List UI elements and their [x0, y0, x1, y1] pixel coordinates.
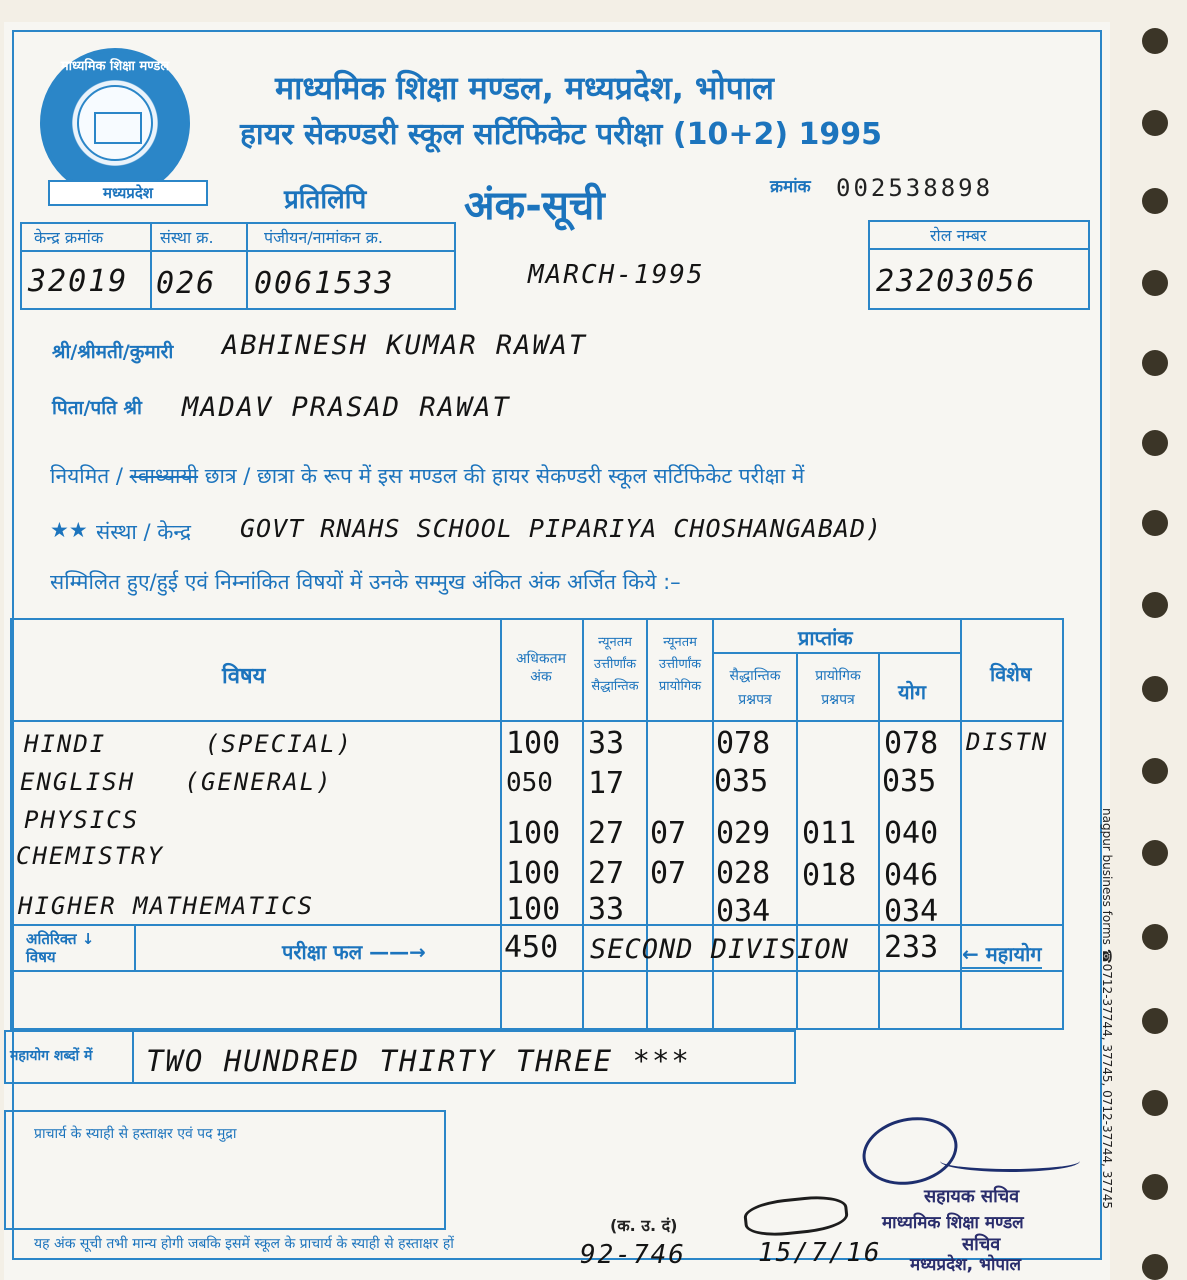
exam-session: MARCH-1995 — [528, 260, 705, 290]
candidate-name: ABHINESH KUMAR RAWAT — [222, 330, 588, 361]
hole — [1142, 1254, 1168, 1280]
min-practical-mark: 07 — [650, 816, 687, 851]
hole — [1142, 430, 1168, 456]
max-mark: 100 — [506, 892, 561, 927]
principal-label: प्राचार्य के स्याही से हस्ताक्षर एवं पद मुद्रा — [34, 1126, 237, 1142]
hole — [1142, 592, 1168, 618]
grand-total: 233 — [884, 930, 939, 965]
centre-label: केन्द्र क्रमांक — [34, 228, 104, 247]
hole — [1142, 270, 1168, 296]
total-mark: 040 — [884, 816, 939, 851]
result-max-total: 450 — [504, 930, 559, 965]
words-label: महायोग शब्दों में — [10, 1048, 93, 1064]
header-practical: प्रायोगिक प्रश्नपत्र — [815, 668, 861, 708]
header-special: विशेष — [990, 662, 1032, 686]
max-mark: 050 — [506, 768, 553, 798]
hole — [1142, 676, 1168, 702]
ids-col-line — [150, 222, 152, 310]
theory-mark: 028 — [716, 856, 771, 891]
checker-label: (क. उ. दं) — [610, 1216, 678, 1235]
father-label: पिता/पति श्री — [52, 397, 142, 419]
hole — [1142, 350, 1168, 376]
serial-number: 002538898 — [836, 174, 994, 202]
hole — [1142, 188, 1168, 214]
col-line — [878, 652, 880, 1030]
stamp-board: माध्यमिक शिक्षा मण्डल — [882, 1213, 1024, 1233]
declaration-text: छात्र / छात्रा के रूप में इस मण्डल की हायर सेकण्डरी स्कूल सर्टिफिकेट परीक्षा में — [204, 464, 805, 488]
school-label: संस्था / केन्द्र — [96, 520, 191, 544]
validity-note: यह अंक सूची तभी मान्य होगी जबकि इसमें स्कूल के प्राचार्य के स्याही से हस्ताक्षर हों — [34, 1236, 454, 1252]
table-header-line — [10, 720, 1064, 722]
hole — [1142, 1008, 1168, 1034]
binder-holes — [1142, 0, 1172, 1280]
hole — [1142, 840, 1168, 866]
hole — [1142, 510, 1168, 536]
ids-divider — [20, 250, 456, 252]
exam-name: हायर सेकण्डरी स्कूल सर्टिफिकेट परीक्षा (10+2) 1995 — [240, 117, 883, 152]
total-mark: 046 — [884, 858, 939, 893]
name-label: श्री/श्रीमती/कुमारी — [52, 341, 174, 363]
header-min-practical: न्यूनतम उत्तीर्णांक प्रायोगिक — [658, 635, 702, 694]
hole — [1142, 110, 1168, 136]
header-max: अधिकतम अंक — [515, 651, 567, 685]
header-subject: विषय — [222, 664, 266, 689]
theory-mark: 035 — [714, 764, 769, 799]
col-line — [500, 618, 502, 1030]
header-min-theory: न्यूनतम उत्तीर्णांक सैद्धान्तिक — [591, 635, 639, 694]
book-icon — [94, 112, 142, 144]
ids-col-line — [246, 222, 248, 310]
max-mark: 100 — [506, 726, 561, 761]
document-title: अंक-सूची — [464, 183, 605, 229]
practical-mark: 018 — [802, 858, 857, 893]
extra-subject-label: अतिरिक्त ↓ विषय — [26, 930, 95, 966]
stamp-location: मध्यप्रदेश, भोपाल — [910, 1255, 1021, 1275]
private-struck: स्वाध्यायी — [129, 464, 199, 488]
stamp-designation: सहायक सचिव — [924, 1186, 1020, 1207]
hole — [1142, 1090, 1168, 1116]
total-mark: 078 — [884, 726, 939, 761]
min-theory-mark: 33 — [588, 892, 625, 927]
min-practical-mark: 07 — [650, 856, 687, 891]
col-line — [134, 924, 136, 970]
roll-divider — [868, 248, 1090, 250]
stamp-secretary: सचिव — [962, 1234, 1001, 1255]
hole — [1142, 924, 1168, 950]
header-obtained: प्राप्तांक — [798, 626, 853, 650]
centre-value: 32019 — [28, 264, 129, 299]
regular-label: नियमित / — [50, 464, 123, 488]
copy-label: प्रतिलिपि — [284, 185, 367, 215]
subject-name: PHYSICS — [24, 806, 140, 834]
words-value: TWO HUNDRED THIRTY THREE *** — [146, 1044, 691, 1078]
subject-name: CHEMISTRY — [16, 842, 165, 870]
serial-label: क्रमांक — [770, 177, 811, 197]
result-division: SECOND DIVISION — [590, 934, 849, 965]
max-mark: 100 — [506, 856, 561, 891]
max-mark: 100 — [506, 816, 561, 851]
table-result-line — [10, 970, 1064, 972]
seal-label: मध्यप्रदेश — [48, 180, 208, 206]
min-theory-mark: 17 — [588, 766, 625, 801]
subject-name: ENGLISH (GENERAL) — [20, 768, 333, 796]
board-name: माध्यमिक शिक्षा मण्डल, मध्यप्रदेश, भोपाल — [275, 69, 774, 107]
theory-mark: 029 — [716, 816, 771, 851]
subject-name: HIGHER MATHEMATICS — [18, 892, 315, 920]
seal-ring-text: माध्यमिक शिक्षा मण्डल — [60, 59, 170, 74]
printer-credit: nagpur business forms ☎0712-37744, 37745, 0712-37744, 37745 — [1100, 808, 1114, 1209]
school-name: GOVT RNAHS SCHOOL PIPARIYA CHOSHANGABAD) — [240, 514, 883, 543]
institution-value: 026 — [156, 266, 217, 301]
special-mark: DISTN — [966, 728, 1049, 756]
result-label: परीक्षा फल ——→ — [282, 940, 426, 964]
declaration-line-3: सम्मिलित हुए/हुई एवं निम्नांकित विषयों में उनके सम्मुख अंकित अंक अर्जित किये :– — [50, 570, 681, 594]
practical-mark: 011 — [802, 816, 857, 851]
hole — [1142, 758, 1168, 784]
col-line — [796, 652, 798, 1030]
institution-label: संस्था क्र. — [160, 228, 214, 247]
header-theory: सैद्धान्तिक प्रश्नपत्र — [729, 668, 781, 708]
registration-value: 0061533 — [254, 266, 395, 301]
col-line — [712, 618, 714, 1030]
check-date: 15/7/16 — [758, 1238, 882, 1268]
obtained-sub-line — [712, 652, 960, 654]
hole — [1142, 28, 1168, 54]
registration-label: पंजीयन/नामांकन क्र. — [264, 228, 384, 247]
subject-name: HINDI (SPECIAL) — [24, 730, 353, 758]
total-mark: 034 — [884, 894, 939, 929]
words-divider — [132, 1030, 134, 1084]
father-name: MADAV PRASAD RAWAT — [182, 392, 511, 423]
min-theory-mark: 27 — [588, 856, 625, 891]
checker-number: 92-746 — [580, 1240, 686, 1270]
grand-total-label: ← महायोग — [962, 940, 1042, 969]
min-theory-mark: 27 — [588, 816, 625, 851]
stars: ★★ — [50, 518, 88, 542]
header-total: योग — [898, 680, 927, 704]
roll-value: 23203056 — [876, 264, 1037, 299]
roll-label: रोल नम्बर — [930, 226, 987, 245]
declaration-line-1 — [50, 462, 804, 490]
board-seal — [40, 48, 190, 198]
theory-mark: 034 — [716, 894, 771, 929]
signature-stroke — [940, 1150, 1080, 1172]
min-theory-mark: 33 — [588, 726, 625, 761]
theory-mark: 078 — [716, 726, 771, 761]
total-mark: 035 — [882, 764, 937, 799]
hole — [1142, 1174, 1168, 1200]
